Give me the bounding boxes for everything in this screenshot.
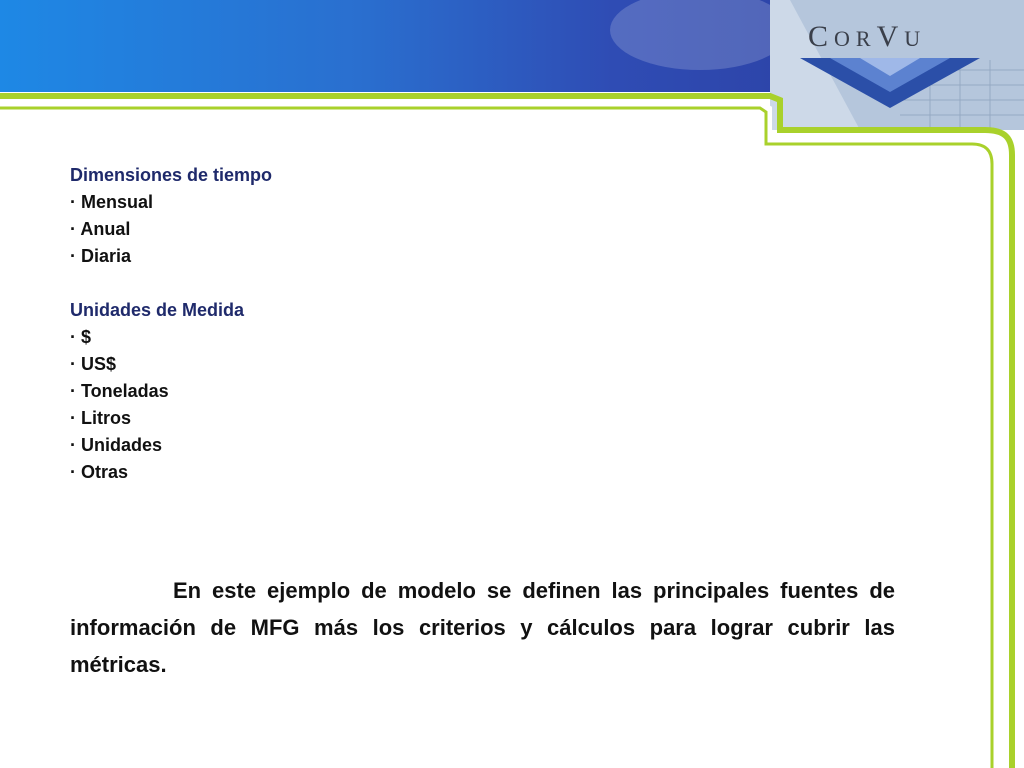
list-item: · Mensual [70, 192, 154, 212]
list-item: · Diaria [70, 246, 132, 266]
section-title-time: Dimensiones de tiempo [70, 165, 273, 185]
list-item: · Litros [70, 408, 131, 428]
list-item: · US$ [70, 354, 117, 374]
list-item: · Toneladas [70, 381, 169, 401]
logo-letter-c: C [808, 20, 835, 53]
section-title-units: Unidades de Medida [70, 300, 245, 320]
list-item: · Unidades [70, 435, 163, 455]
slide-content [70, 162, 900, 486]
logo-letter-u: U [904, 26, 927, 51]
summary-paragraph: En este ejemplo de modelo se definen las principales fuentes de información de MFG más los criterios y cálculos para lograr cubrir las métricas. [70, 578, 895, 677]
logo-letters-or: OR [834, 26, 877, 51]
list-item: · $ [70, 327, 92, 347]
list-item: · Otras [70, 462, 129, 482]
logo-letter-v: V [876, 20, 905, 53]
cloud-highlight [610, 0, 790, 70]
corvu-logo [808, 20, 926, 54]
spacer [70, 270, 900, 297]
list-item: · Anual [70, 219, 131, 239]
